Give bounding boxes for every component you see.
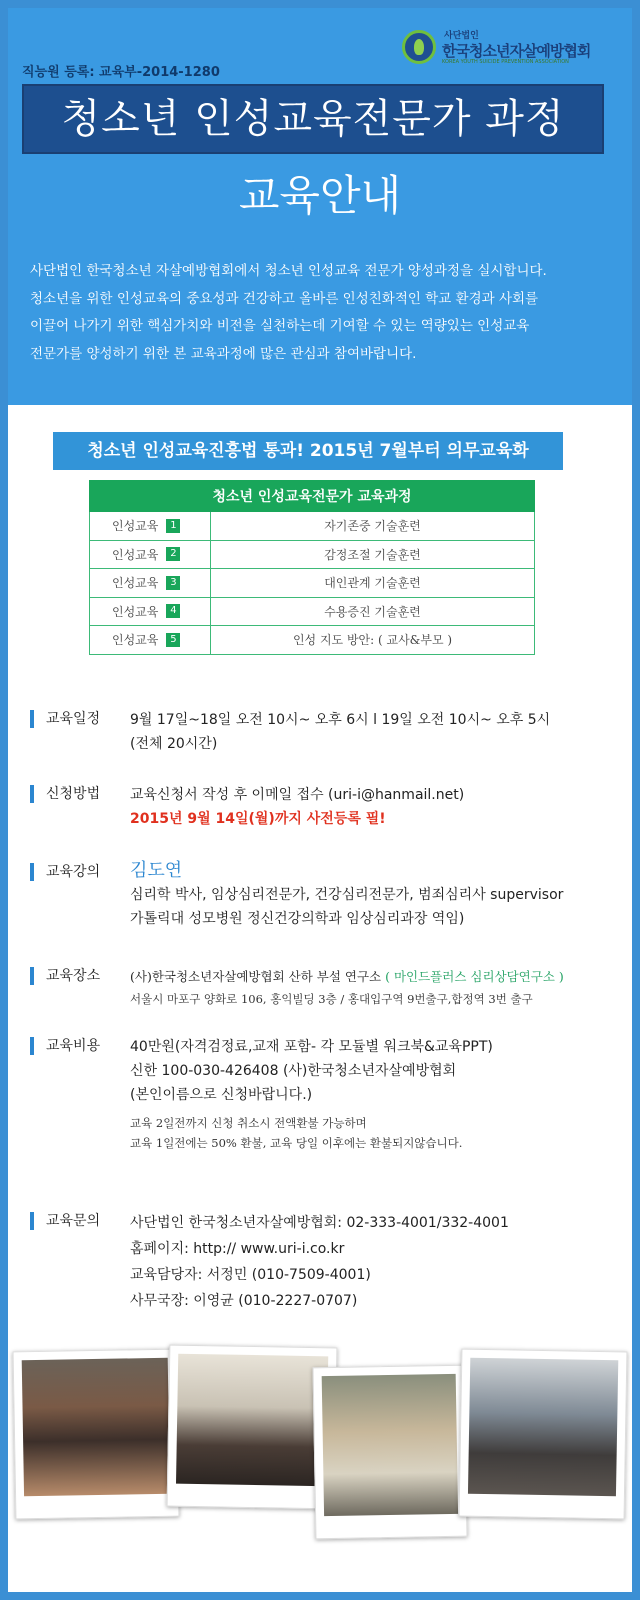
course-label: 인성교육	[112, 633, 159, 648]
contact-section	[30, 1210, 630, 1315]
venue-name	[130, 965, 630, 989]
lecturer-body	[130, 859, 630, 931]
venue-body	[130, 965, 630, 1009]
hero-section	[8, 8, 632, 405]
course-label: 인성교육	[112, 547, 159, 562]
course-label: 인성교육	[112, 604, 159, 619]
logo-sub-text: KOREA YOUTH SUICIDE PREVENTION ASSOCIATION	[442, 59, 569, 65]
course-row	[89, 541, 535, 570]
cost-section	[30, 1035, 630, 1150]
venue-address: 서울시 마포구 양화로 106, 홍익빌딩 3층 / 홍대입구역 9번출구,합정역 3번 출구	[130, 992, 533, 1006]
intro-paragraph	[30, 258, 620, 368]
lecturer-career: 가톨릭대 성모병원 정신건강의학과 임상심리과장 역임)	[130, 911, 465, 927]
classroom-photo	[468, 1358, 618, 1497]
course-content: 자기존중 기술훈련	[324, 519, 421, 534]
page-title: 청소년 인성교육전문가 과정	[61, 96, 565, 142]
contact-phone: 사단법인 한국청소년자살예방협회: 02-333-4001/332-4001	[130, 1215, 509, 1231]
apply-method: 교육신청서 작성 후 이메일 접수 (uri-i@hanmail.net)	[130, 787, 465, 803]
course-row	[89, 569, 535, 598]
classroom-photo	[22, 1358, 170, 1497]
course-table-title: 청소년 인성교육전문가 교육과정	[89, 480, 535, 512]
venue-label: 교육장소	[30, 967, 100, 985]
photo-classroom-1	[13, 1349, 180, 1520]
logo-emblem-icon	[402, 30, 436, 64]
flyer	[8, 8, 632, 1592]
contact-label: 교육문의	[30, 1212, 100, 1230]
cost-bank-account: 신한 100-030-426408 (사)한국청소년자살예방협회	[130, 1063, 457, 1079]
course-content: 수용증진 기술훈련	[324, 604, 421, 619]
classroom-photo	[322, 1374, 458, 1516]
course-number: 5	[166, 633, 180, 647]
classroom-photo	[176, 1354, 328, 1487]
cost-fee: 40만원(자격검정료,교재 포함- 각 모듈별 워크북&교육PPT)	[130, 1039, 493, 1055]
course-content: 감정조절 기술훈련	[324, 547, 421, 562]
contact-manager: 교육담당자: 서정민 (010-7509-4001)	[130, 1267, 371, 1283]
lecturer-credentials: 심리학 박사, 임상심리전문가, 건강심리전문가, 범죄심리사 supervisor	[130, 887, 564, 903]
course-number: 1	[166, 519, 180, 533]
logo-small-text: 사단법인	[444, 31, 479, 41]
intro-line: 전문가를 양성하기 위한 본 교육과정에 많은 관심과 참여바랍니다.	[30, 345, 417, 362]
title-box	[22, 84, 604, 154]
schedule-total: (전체 20시간)	[130, 736, 218, 752]
lecturer-section	[30, 859, 630, 939]
venue-center: ( 마인드플러스 심리상담연구소 )	[385, 969, 564, 984]
cost-label: 교육비용	[30, 1037, 100, 1055]
course-row	[89, 626, 535, 655]
refund-note-2: 교육 1일전에는 50% 환불, 교육 당일 이후에는 환불되지않습니다.	[130, 1136, 463, 1150]
course-number: 4	[166, 604, 180, 618]
intro-line: 청소년을 위한 인성교육의 중요성과 건강하고 올바른 인성친화적인 학교 환경과 사회를	[30, 290, 539, 307]
apply-section	[30, 783, 630, 833]
cost-name-note: (본인이름으로 신청바랍니다.)	[130, 1087, 313, 1103]
schedule-body	[130, 708, 630, 756]
cost-body	[130, 1035, 630, 1153]
photo-classroom-4	[459, 1349, 628, 1520]
schedule-time: 9월 17일~18일 오전 10시~ 오후 6시 l 19일 오전 10시~ 오후 5시	[130, 712, 551, 728]
org-logo	[402, 28, 622, 68]
course-content: 인성 지도 방안: ( 교사&부모 )	[292, 633, 453, 648]
lecturer-label: 교육강의	[30, 863, 100, 881]
apply-body	[130, 783, 630, 831]
page-subtitle: 교육안내	[238, 171, 402, 220]
law-banner: 청소년 인성교육진흥법 통과! 2015년 7월부터 의무교육화	[53, 432, 563, 470]
course-table	[89, 480, 535, 655]
logo-org-name: 한국청소년자살예방협회	[442, 42, 591, 60]
venue-org: (사)한국청소년자살예방협회 산하 부설 연구소	[130, 969, 382, 984]
lecturer-name: 김도연	[130, 860, 183, 881]
course-row	[89, 512, 535, 541]
course-row	[89, 598, 535, 627]
intro-line: 이끌어 나가기 위한 핵심가치와 비전을 실천하는데 기여할 수 있는 역량있는 인성교육	[30, 318, 530, 334]
photo-classroom-3	[313, 1365, 468, 1540]
refund-note-1: 교육 2일전까지 신청 취소시 전액환불 가능하며	[130, 1116, 367, 1130]
venue-section	[30, 965, 630, 1015]
intro-line: 사단법인 한국청소년 자살예방협회에서 청소년 인성교육 전문가 양성과정을 실시합니다.	[30, 263, 547, 279]
contact-body	[130, 1210, 630, 1314]
registration-number: 직능원 등록: 교육부-2014-1280	[22, 65, 220, 80]
course-number: 2	[166, 547, 180, 561]
schedule-section	[30, 708, 630, 758]
apply-deadline: 2015년 9월 14일(월)까지 사전등록 필!	[130, 811, 386, 827]
schedule-label: 교육일정	[30, 710, 100, 728]
apply-label: 신청방법	[30, 785, 100, 803]
contact-homepage: 홈페이지: http:// www.uri-i.co.kr	[130, 1241, 345, 1257]
contact-director: 사무국장: 이영균 (010-2227-0707)	[130, 1293, 358, 1309]
course-label: 인성교육	[112, 576, 159, 591]
course-number: 3	[166, 576, 180, 590]
course-content: 대인관계 기술훈련	[324, 576, 421, 591]
course-label: 인성교육	[112, 519, 159, 534]
